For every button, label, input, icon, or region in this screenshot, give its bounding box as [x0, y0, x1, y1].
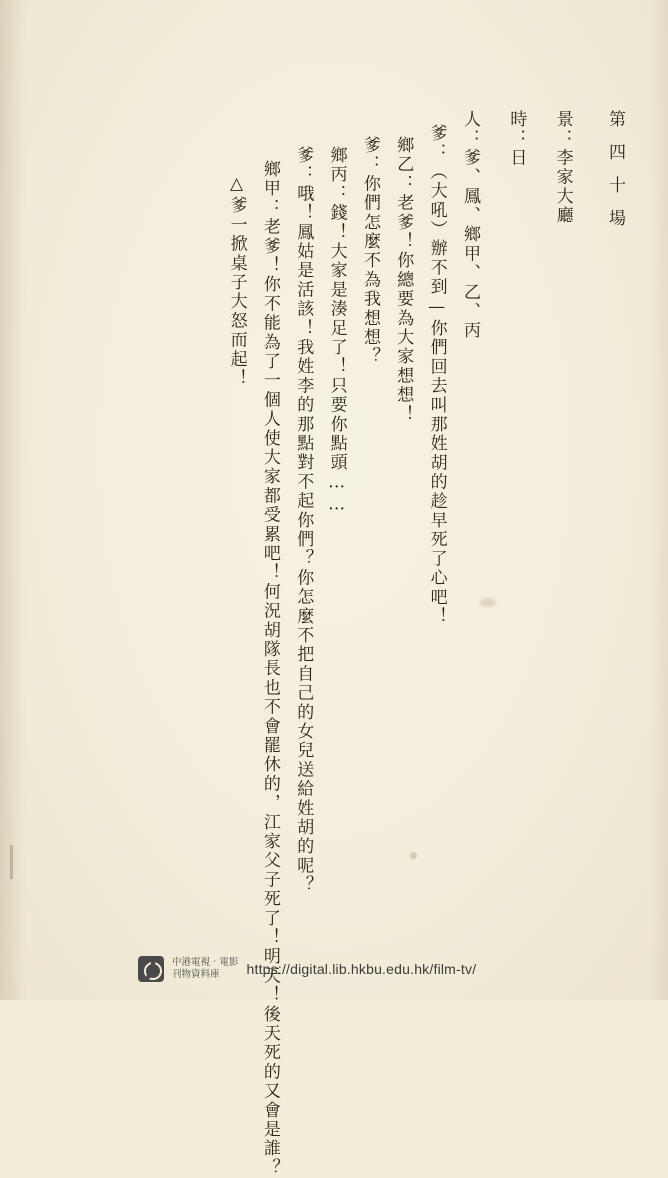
- scene-heading: 第四十場: [605, 110, 625, 242]
- dialogue-line-4: 鄉丙：錢！大家是湊足了！只要你點頭……: [326, 146, 347, 517]
- scene-location: 景：李家大廳: [552, 110, 573, 226]
- footer-url[interactable]: https://digital.lib.hkbu.edu.hk/film-tv/: [246, 961, 477, 977]
- stage-direction-1: △爹一掀桌子大怒而起！: [226, 174, 247, 389]
- page-edge-mark: [10, 845, 13, 879]
- dialogue-line-5: 爹：哦！鳳姑是活該！我姓李的那點對不起你們？你怎麼不把自己的女兒送給姓胡的呢？: [293, 146, 314, 895]
- film-reel-logo: [138, 956, 164, 982]
- dialogue-line-2: 鄉乙：老爹！你總要為大家想想！: [393, 136, 414, 424]
- footer-org-name: [172, 957, 239, 981]
- dialogue-line-1: 爹：（大吼）辦不到—你們回去叫那姓胡的趁早死了心吧！: [426, 124, 447, 627]
- footer-org-line-1: 中港電視‧電影: [172, 957, 239, 968]
- dialogue-line-3: 爹：你們怎麼不為我想想？: [359, 136, 380, 367]
- scene-time: 時：日: [506, 110, 527, 168]
- footer-org-line-2: 刊物資料庫: [172, 969, 220, 980]
- scene-characters: 人：爹、鳳、鄉甲、乙、丙: [459, 110, 480, 341]
- footer-watermark: [138, 956, 476, 982]
- dialogue-line-6: 鄉甲：老爹！你不能為了一個人使大家都受累吧！何況胡隊長也不會罷休的，江家父子死了！明天！後天死的又會是誰？: [259, 160, 280, 1178]
